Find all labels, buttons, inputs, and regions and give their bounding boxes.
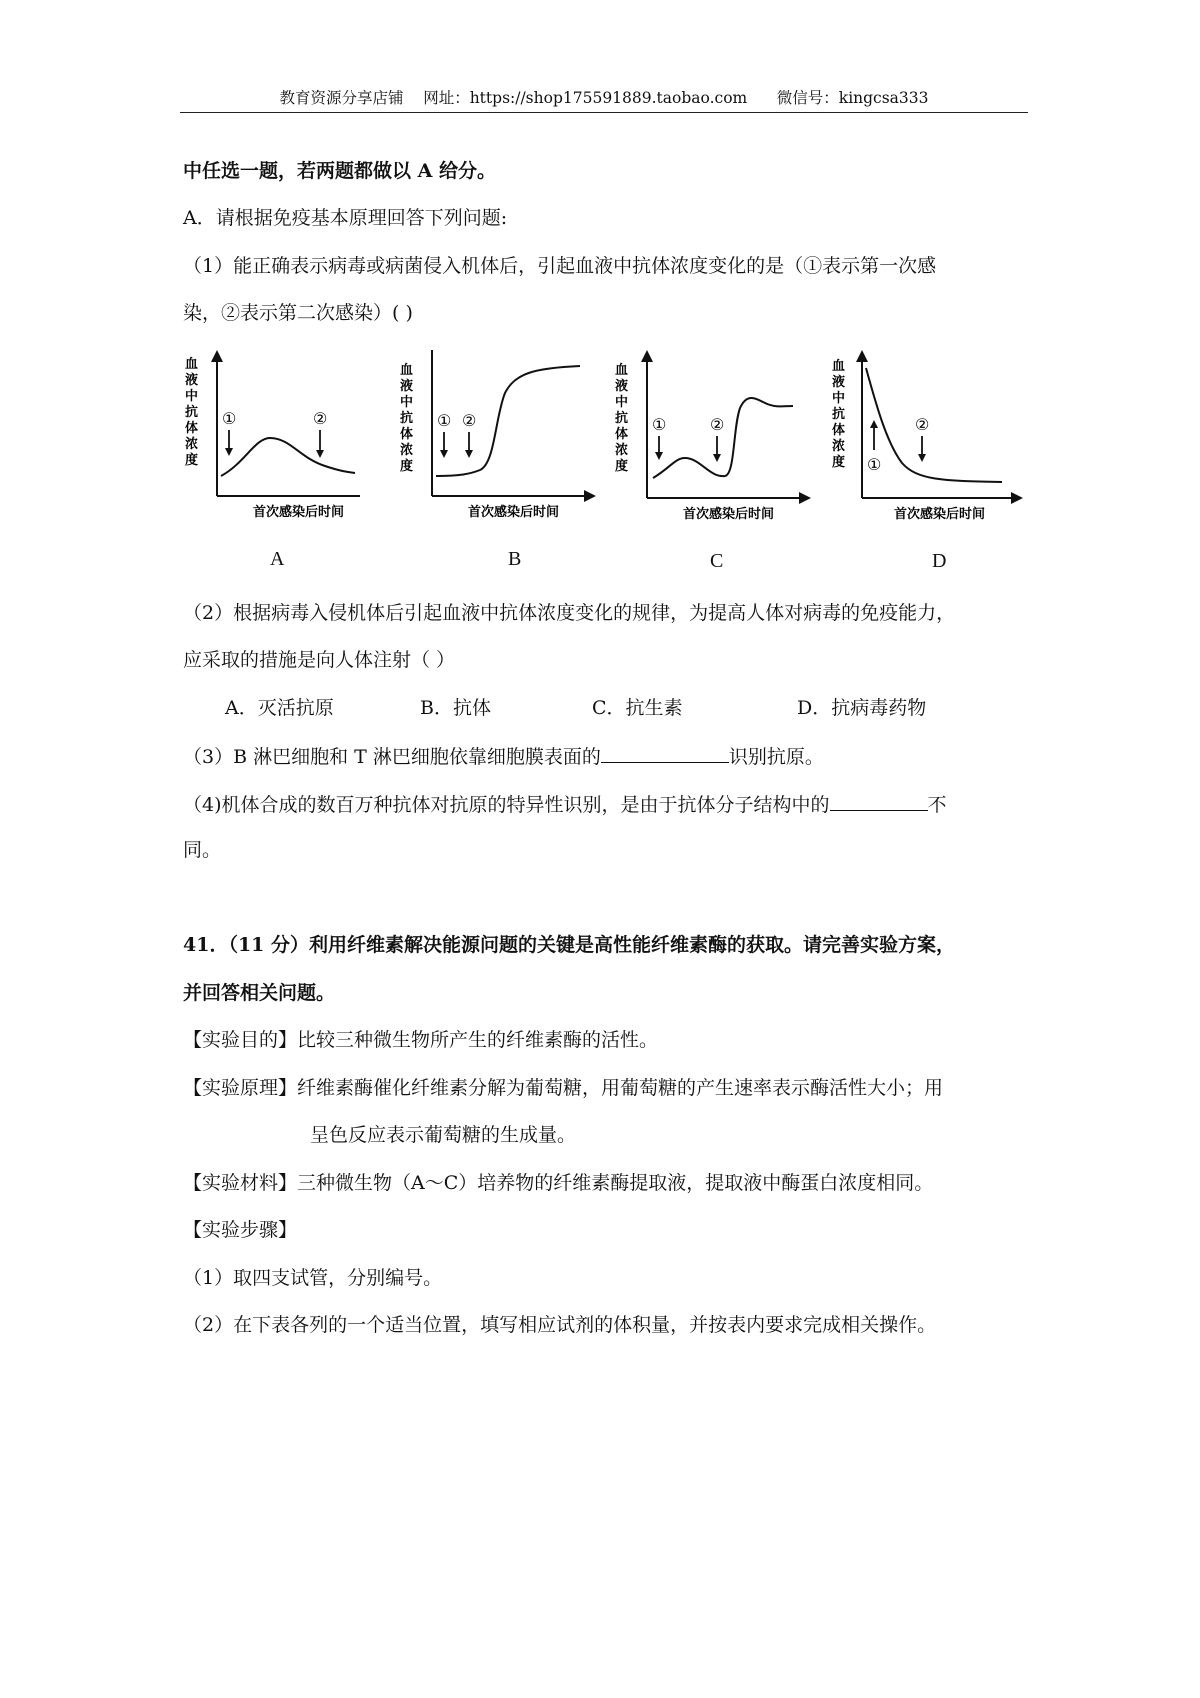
graph-b-letter: B xyxy=(508,548,522,570)
graph-c-curve xyxy=(653,398,793,478)
question-4-line-2: 同。 xyxy=(183,839,222,861)
part-a-title: A．请根据免疫基本原理回答下列问题: xyxy=(183,207,508,229)
question-41-line-2: 并回答相关问题。 xyxy=(183,982,336,1004)
graph-a-marker-1: ① xyxy=(222,409,237,428)
question-3 xyxy=(183,742,824,770)
graph-d-xlabel: 首次感染后时间 xyxy=(894,507,986,522)
experiment-materials: 【实验材料】三种微生物（A～C）培养物的纤维素酶提取液，提取液中酶蛋白浓度相同。 xyxy=(183,1172,934,1194)
graph-d-curve xyxy=(866,368,1002,482)
graph-b-curve xyxy=(436,366,580,476)
graph-a xyxy=(185,348,385,570)
graph-d-svg xyxy=(832,348,1032,523)
graph-c-svg xyxy=(615,348,815,523)
question-4-tail: 不 xyxy=(927,794,947,816)
experiment-principle-line-2: 呈色反应表示葡萄糖的生成量。 xyxy=(310,1124,577,1146)
option-d: D．抗病毒药物 xyxy=(797,697,927,719)
graph-b-svg xyxy=(400,348,600,523)
graph-c-marker-1: ① xyxy=(652,415,667,434)
page-header xyxy=(180,86,1028,108)
graph-a-xlabel: 首次感染后时间 xyxy=(253,505,345,520)
question-2-line-2: 应采取的措施是向人体注射（ ） xyxy=(183,649,456,671)
experiment-principle-line-1: 【实验原理】纤维素酶催化纤维素分解为葡萄糖，用葡萄糖的产生速率表示酶活性大小；用 xyxy=(183,1077,944,1099)
graph-a-curve xyxy=(221,438,355,476)
graph-c-letter: C xyxy=(710,550,724,572)
graph-d-marker-2: ② xyxy=(915,415,930,434)
graph-b-marker-1: ① xyxy=(437,411,452,430)
header-url: 网址：https://shop175591889.taobao.com xyxy=(423,89,748,107)
question-4-blank[interactable] xyxy=(830,790,928,811)
graph-b-xlabel: 首次感染后时间 xyxy=(468,505,560,520)
question-4-text: （4)机体合成的数百万种抗体对抗原的特异性识别，是由于抗体分子结构中的 xyxy=(183,794,830,816)
experiment-purpose: 【实验目的】比较三种微生物所产生的纤维素酶的活性。 xyxy=(183,1029,659,1051)
experiment-step-2: （2）在下表各列的一个适当位置，填写相应试剂的体积量，并按表内要求完成相关操作。 xyxy=(183,1314,937,1336)
experiment-steps-title: 【实验步骤】 xyxy=(183,1219,298,1241)
question-2-line-1: （2）根据病毒入侵机体后引起血液中抗体浓度变化的规律，为提高人体对病毒的免疫能力， xyxy=(183,602,956,624)
question-41-line-1: 41．（11 分）利用纤维素解决能源问题的关键是高性能纤维素酶的获取。请完善实验方案， xyxy=(183,934,955,956)
graph-b-ylabel: 血 液 中 抗 体 浓 度 xyxy=(400,363,414,474)
graph-d-letter: D xyxy=(932,550,947,572)
question-3-blank[interactable] xyxy=(601,742,729,763)
question-1-line-1: （1）能正确表示病毒或病菌侵入机体后，引起血液中抗体浓度变化的是（①表示第一次感 xyxy=(183,255,937,277)
experiment-step-1: （1）取四支试管，分别编号。 xyxy=(183,1267,443,1289)
question-3-text: （3）B 淋巴细胞和 T 淋巴细胞依靠细胞膜表面的 xyxy=(183,746,601,768)
option-a: A．灭活抗原 xyxy=(225,697,334,719)
option-c: C．抗生素 xyxy=(592,697,683,719)
graph-c-xlabel: 首次感染后时间 xyxy=(683,507,775,522)
graph-b-marker-2: ② xyxy=(462,411,477,430)
option-b: B．抗体 xyxy=(420,697,491,719)
graph-b xyxy=(400,348,600,570)
graph-d-marker-1: ① xyxy=(867,455,882,474)
header-wechat: 微信号：kingcsa333 xyxy=(776,89,929,107)
intro-text: 中任选一题，若两题都做以 A 给分。 xyxy=(183,160,496,182)
graph-d-ylabel: 血 液 中 抗 体 浓 度 xyxy=(832,359,846,470)
graph-a-svg xyxy=(185,348,385,523)
graph-c xyxy=(615,348,815,572)
graph-c-ylabel: 血 液 中 抗 体 浓 度 xyxy=(615,363,629,474)
graph-c-marker-2: ② xyxy=(710,415,725,434)
graph-d xyxy=(832,348,1032,572)
header-shop: 教育资源分享店铺 xyxy=(279,89,404,107)
question-3-tail: 识别抗原。 xyxy=(728,746,824,768)
question-4 xyxy=(183,790,947,818)
question-1-line-2: 染，②表示第二次感染）( ) xyxy=(183,302,413,324)
graph-a-ylabel: 血 液 中 抗 体 浓 度 xyxy=(185,357,199,468)
graph-a-marker-2: ② xyxy=(313,409,328,428)
header-rule xyxy=(180,112,1028,113)
graph-a-letter: A xyxy=(270,548,285,570)
